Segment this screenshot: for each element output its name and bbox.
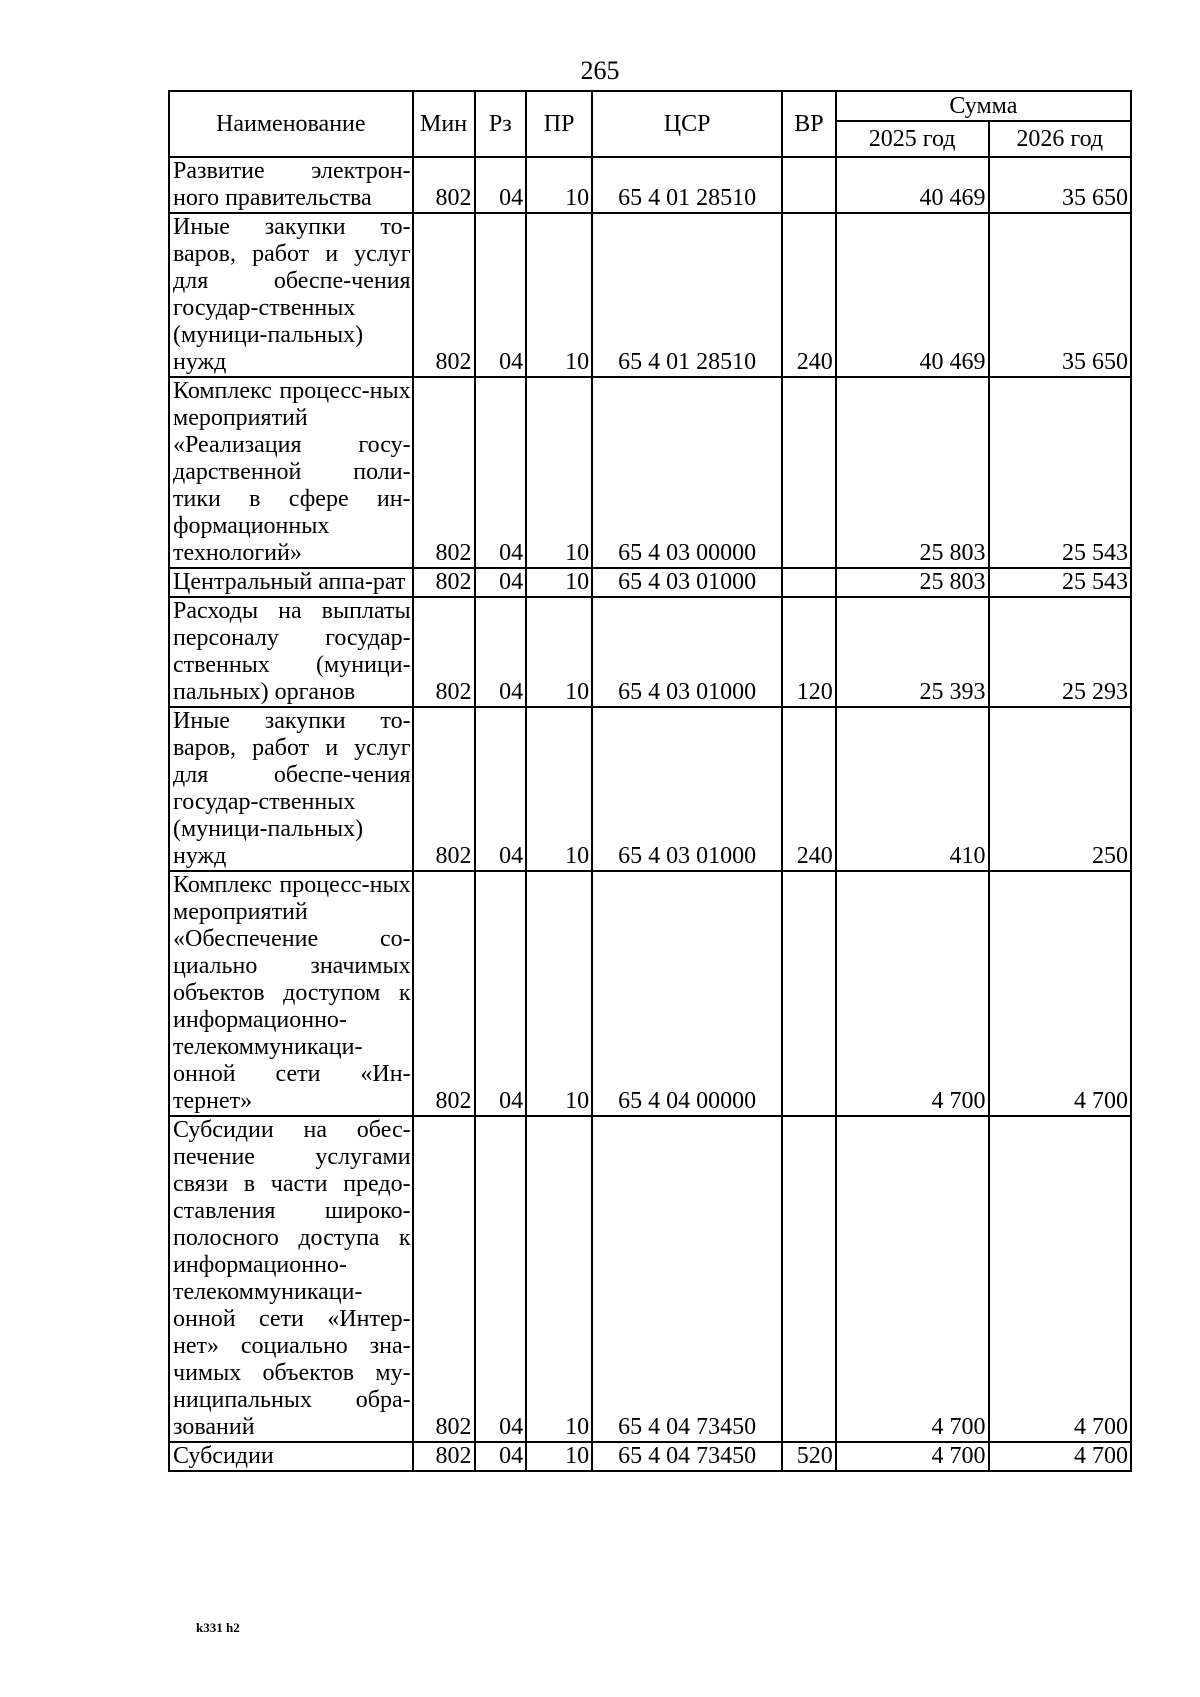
table-row [169,1442,1131,1471]
row-rz: 04 [475,1116,527,1442]
row-csr: 65 4 04 73450 [592,1442,782,1471]
row-vr: 240 [782,213,836,377]
row-name: Развитие электрон-ного правительства [169,157,413,213]
col-header-vr: ВР [782,91,836,157]
row-pr: 10 [526,377,592,568]
table-row [169,597,1131,707]
row-2026: 35 650 [989,157,1131,213]
row-2026: 25 543 [989,377,1131,568]
row-pr: 10 [526,1442,592,1471]
row-min: 802 [413,213,475,377]
row-csr: 65 4 03 01000 [592,597,782,707]
row-rz: 04 [475,707,527,871]
page-number: 265 [580,56,620,85]
row-2025: 25 803 [836,568,989,597]
col-header-rz: Рз [475,91,527,157]
row-csr: 65 4 01 28510 [592,157,782,213]
row-csr: 65 4 03 01000 [592,568,782,597]
row-min: 802 [413,157,475,213]
row-min: 802 [413,1116,475,1442]
row-min: 802 [413,597,475,707]
row-2026: 250 [989,707,1131,871]
row-vr: 240 [782,707,836,871]
row-2025: 4 700 [836,1116,989,1442]
table-row [169,157,1131,213]
row-2025: 4 700 [836,1442,989,1471]
row-rz: 04 [475,157,527,213]
row-rz: 04 [475,213,527,377]
row-pr: 10 [526,1116,592,1442]
row-min: 802 [413,1442,475,1471]
row-min: 802 [413,377,475,568]
col-header-2026: 2026 год [989,121,1131,157]
row-pr: 10 [526,707,592,871]
row-name: Субсидии на обес-печение услугами связи в части предо-ставления широко-полосного доступа к информационно-телекоммуникаци-онной сети «Интер-нет» социально зна-чимых объектов му-ниципальных обра-зований [169,1116,413,1442]
row-2025: 40 469 [836,157,989,213]
row-vr [782,1116,836,1442]
row-vr [782,157,836,213]
row-rz: 04 [475,1442,527,1471]
row-vr [782,377,836,568]
table-row [169,707,1131,871]
row-name: Центральный аппа-рат [169,568,413,597]
row-vr: 520 [782,1442,836,1471]
row-2025: 25 803 [836,377,989,568]
row-2025: 40 469 [836,213,989,377]
row-2026: 25 543 [989,568,1131,597]
col-header-2025: 2025 год [836,121,989,157]
row-pr: 10 [526,871,592,1116]
col-header-min: Мин [413,91,475,157]
row-csr: 65 4 04 73450 [592,1116,782,1442]
row-csr: 65 4 03 00000 [592,377,782,568]
row-min: 802 [413,707,475,871]
row-min: 802 [413,568,475,597]
col-header-pr: ПР [526,91,592,157]
table-row [169,568,1131,597]
row-pr: 10 [526,568,592,597]
row-2026: 35 650 [989,213,1131,377]
row-2026: 25 293 [989,597,1131,707]
row-vr [782,568,836,597]
table-row [169,1116,1131,1442]
row-name: Иные закупки то-варов, работ и услуг для обеспе-чения государ-ственных (муници-пальных) нужд [169,707,413,871]
row-2026: 4 700 [989,871,1131,1116]
row-name: Комплекс процесс-ных мероприятий «Обеспечение со-циально значимых объектов доступом к информационно-телекоммуникаци-онной сети «Ин-тернет» [169,871,413,1116]
row-name: Комплекс процесс-ных мероприятий «Реализация госу-дарственной поли-тики в сфере ин-формационных технологий» [169,377,413,568]
row-rz: 04 [475,597,527,707]
row-vr: 120 [782,597,836,707]
row-pr: 10 [526,157,592,213]
row-rz: 04 [475,568,527,597]
table-row [169,213,1131,377]
row-csr: 65 4 01 28510 [592,213,782,377]
header-row [169,91,1131,121]
col-header-summa: Сумма [836,91,1131,121]
row-2025: 25 393 [836,597,989,707]
row-min: 802 [413,871,475,1116]
row-pr: 10 [526,213,592,377]
footer-code: k331 h2 [196,1620,240,1635]
table-body [169,157,1131,1471]
row-csr: 65 4 03 01000 [592,707,782,871]
row-name: Иные закупки то-варов, работ и услуг для обеспе-чения государ-ственных (муници-пальных) нужд [169,213,413,377]
col-header-csr: ЦСР [592,91,782,157]
row-vr [782,871,836,1116]
row-rz: 04 [475,377,527,568]
table-row [169,871,1131,1116]
row-name: Расходы на выплаты персоналу государ-ственных (муници-пальных) органов [169,597,413,707]
row-name: Субсидии [169,1442,413,1471]
row-2026: 4 700 [989,1442,1131,1471]
row-rz: 04 [475,871,527,1116]
row-pr: 10 [526,597,592,707]
row-2025: 410 [836,707,989,871]
col-header-name: Наименование [169,91,413,157]
row-2025: 4 700 [836,871,989,1116]
row-csr: 65 4 04 00000 [592,871,782,1116]
budget-table [168,90,1132,1472]
table-row [169,377,1131,568]
row-2026: 4 700 [989,1116,1131,1442]
